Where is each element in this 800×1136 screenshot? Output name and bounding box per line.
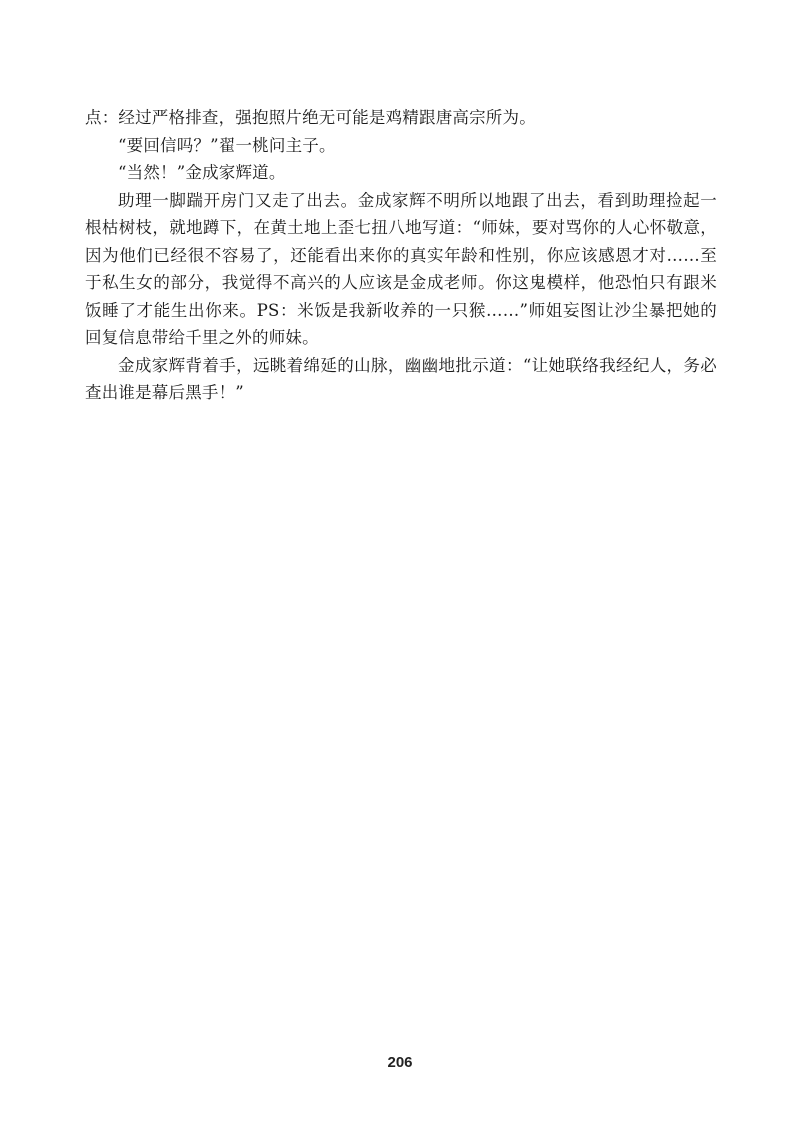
paragraph-1: 点：经过严格排查，强抱照片绝无可能是鸡精跟唐高宗所为。 (85, 108, 536, 127)
paragraph-4: 助理一脚踹开房门又走了出去。金成家辉不明所以地跟了出去，看到助理捡起一根枯树枝，就地蹲下，在黄土地上歪七扭八地写道：“师妹，要对骂你的人心怀敬意，因为他们已经很不容易了，还能看出来你的真实年龄和性别，你应该感恩才对……至于私生女的部分，我觉得不高兴的人应该是金成老师。你这鬼模样，他恐怕只有跟米饭睡了才能生出你来。PS：米饭是我新收养的一只猴……”师姐妄图让沙尘暴把她的回复信息带给千里之外的师妹。 (85, 190, 717, 347)
paragraph-5: 金成家辉背着手，远眺着绵延的山脉，幽幽地批示道：“让她联络我经纪人，务必查出谁是幕后黑手！” (85, 355, 717, 402)
paragraph-2: “要回信吗？”翟一桃问主子。 (118, 135, 336, 155)
paragraph-3: “当然！”金成家辉道。 (118, 163, 286, 182)
page-number: 206 (387, 1054, 413, 1071)
body-text (85, 104, 717, 407)
